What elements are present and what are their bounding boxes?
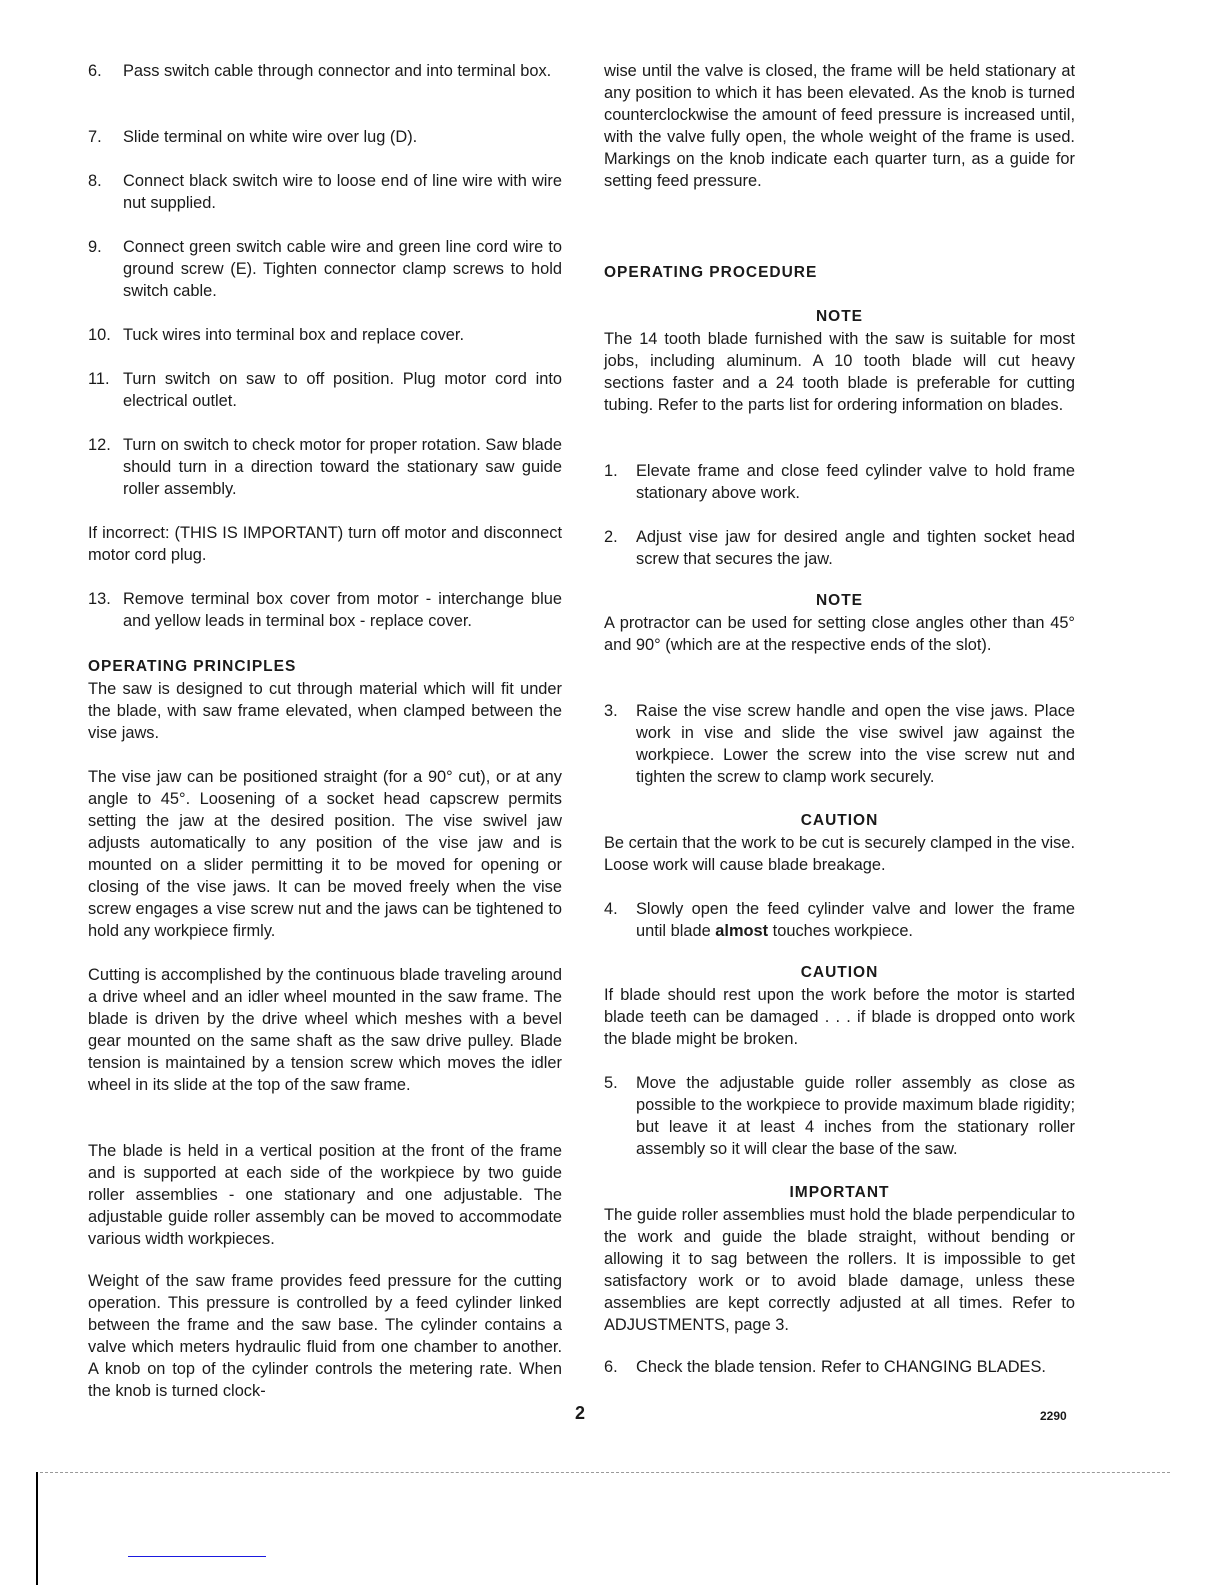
step-text: Connect black switch wire to loose end of line wire with wire nut supplied. [123, 172, 562, 212]
step-text: Remove terminal box cover from motor - interchange blue and yellow leads in terminal box - replace cover. [123, 590, 562, 630]
step-text: Pass switch cable through connector and into terminal box. [123, 62, 552, 80]
step-number: 6. [88, 62, 102, 80]
step-text-part: Slowly open the feed cylinder valve and lower the frame until blade [636, 900, 1075, 940]
step-12 [88, 434, 562, 500]
paragraph: The blade is held in a vertical position at the front of the frame and is supported at each side of the workpiece by two guide roller assemblies - one stationary and one adjustable. The adjustable guide roller assembly can be moved to accommodate various width workpieces. [88, 1142, 562, 1248]
step-number: 9. [88, 238, 102, 256]
scan-edge-line [40, 1472, 1170, 1473]
important-title: IMPORTANT [789, 1184, 890, 1201]
caution-text: If blade should rest upon the work before the motor is started blade teeth can be damaged . . . if blade is dropped onto work the blade might be broken. [604, 986, 1075, 1048]
step-text: Elevate frame and close feed cylinder valve to hold frame stationary above work. [636, 462, 1075, 502]
step-text: Check the blade tension. Refer to CHANGING BLADES. [636, 1358, 1046, 1376]
document-code: 2290 [1040, 1409, 1067, 1423]
operating-procedure-heading: OPERATING PROCEDURE [604, 264, 818, 281]
step-5 [604, 1072, 1075, 1160]
paragraph: The vise jaw can be positioned straight (for a 90° cut), or at any angle to 45°. Loosening of a socket head capscrew permits setting the jaw at the desired position. The vise swivel jaw adjusts automatically to any position of the vise jaw and is mounted on a slider permitting it to be moved for opening or closing of the vise jaws. It can be moved freely when the vise screw engages a vise screw nut and the jaws can be tightened to hold any workpiece firmly. [88, 768, 562, 940]
step-number: 2. [604, 528, 618, 546]
step-number: 4. [604, 900, 618, 918]
operating-principles-heading: OPERATING PRINCIPLES [88, 658, 297, 675]
step-number: 5. [604, 1074, 618, 1092]
step-number: 8. [88, 172, 102, 190]
step-number: 13. [88, 590, 111, 608]
continuation-paragraph: wise until the valve is closed, the frame will be held stationary at any position to which it has been elevated. As the knob is turned counterclockwise the amount of feed pressure is increased until, with the valve fully open, the whole weight of the frame is used. Markings on the knob indicate each quarter turn, as a guide for setting feed pressure. [604, 62, 1075, 190]
step-text: Slide terminal on white wire over lug (D). [123, 128, 418, 146]
note-text: A protractor can be used for setting close angles other than 45° and 90° (which are at the respective ends of the slot). [604, 614, 1075, 654]
caution-title: CAUTION [800, 964, 879, 981]
note-title: NOTE [815, 308, 864, 325]
step-4 [604, 898, 1075, 942]
step-1 [604, 460, 1075, 504]
step-number: 11. [88, 370, 110, 388]
step-number: 10. [88, 326, 111, 344]
step-7 [88, 126, 562, 148]
step-text: Adjust vise jaw for desired angle and tighten socket head screw that secures the jaw. [636, 528, 1075, 568]
caution-text: Be certain that the work to be cut is securely clamped in the vise. Loose work will cause blade breakage. [604, 834, 1076, 874]
step-number: 6. [604, 1358, 618, 1376]
step-text: Turn on switch to check motor for proper rotation. Saw blade should turn in a direction toward the stationary saw guide roller assembly. [123, 436, 562, 498]
step-text-part: touches workpiece. [768, 922, 913, 940]
step-number: 3. [604, 702, 618, 720]
important-text: The guide roller assemblies must hold the blade perpendicular to the work and guide the blade straight, without bending or allowing it to sag between the rollers. It is impossible to get satisfactory work or to avoid blade damage, unless these assemblies are kept correctly adjusted at all times. Refer to ADJUSTMENTS, page 3. [604, 1206, 1075, 1334]
step-9 [88, 236, 562, 302]
note-title: NOTE [815, 592, 864, 609]
step-8 [88, 170, 562, 214]
if-incorrect-paragraph: If incorrect: (THIS IS IMPORTANT) turn off motor and disconnect motor cord plug. [88, 524, 562, 564]
step-6-procedure [604, 1356, 1075, 1378]
scan-blue-line [128, 1556, 266, 1557]
note-text: The 14 tooth blade furnished with the saw is suitable for most jobs, including aluminum. A 10 tooth blade will cut heavy sections faster and a 24 tooth blade is preferable for cutting tubing. Refer to the parts list for ordering information on blades. [604, 330, 1075, 414]
step-text: Move the adjustable guide roller assembly as close as possible to the workpiece to provide maximum blade rigidity; but leave it at least 4 inches from the stationary roller assembly so it will clear the base of the saw. [636, 1074, 1075, 1158]
step-text: Raise the vise screw handle and open the vise jaws. Place work in vise and slide the vise swivel jaw against the workpiece. Lower the screw into the vise screw nut and tighten the screw to clamp work securely. [636, 702, 1075, 786]
step-text: Turn switch on saw to off position. Plug motor cord into electrical outlet. [123, 370, 562, 410]
step-10 [88, 324, 562, 346]
step-11 [88, 368, 562, 412]
caution-title: CAUTION [800, 812, 879, 829]
step-3 [604, 700, 1075, 788]
step-text: Connect green switch cable wire and green line cord wire to ground screw (E). Tighten connector clamp screws to hold switch cable. [123, 238, 562, 300]
step-13 [88, 588, 562, 632]
step-number: 1. [604, 462, 618, 480]
step-number: 12. [88, 436, 111, 454]
scan-edge-bar [36, 1472, 38, 1585]
paragraph: Cutting is accomplished by the continuous blade traveling around a drive wheel and an idler wheel mounted in the saw frame. The blade is driven by the drive wheel which meshes with a bevel gear mounted on the same shaft as the saw drive pulley. Blade tension is maintained by a tension screw which moves the idler wheel in its slide at the top of the saw frame. [88, 966, 562, 1094]
emphasis: almost [715, 922, 769, 940]
step-text: Tuck wires into terminal box and replace cover. [123, 326, 465, 344]
step-6 [88, 60, 562, 82]
page-number: 2 [575, 1403, 586, 1423]
step-number: 7. [88, 128, 102, 146]
paragraph: The saw is designed to cut through material which will fit under the blade, with saw frame elevated, when clamped between the vise jaws. [88, 680, 562, 742]
paragraph: Weight of the saw frame provides feed pressure for the cutting operation. This pressure is controlled by a feed cylinder linked between the frame and the saw base. The cylinder contains a valve which meters hydraulic fluid from one chamber to another. A knob on top of the cylinder controls the metering rate. When the knob is turned clock- [88, 1272, 562, 1400]
step-2 [604, 526, 1075, 570]
step-text [636, 898, 1075, 942]
